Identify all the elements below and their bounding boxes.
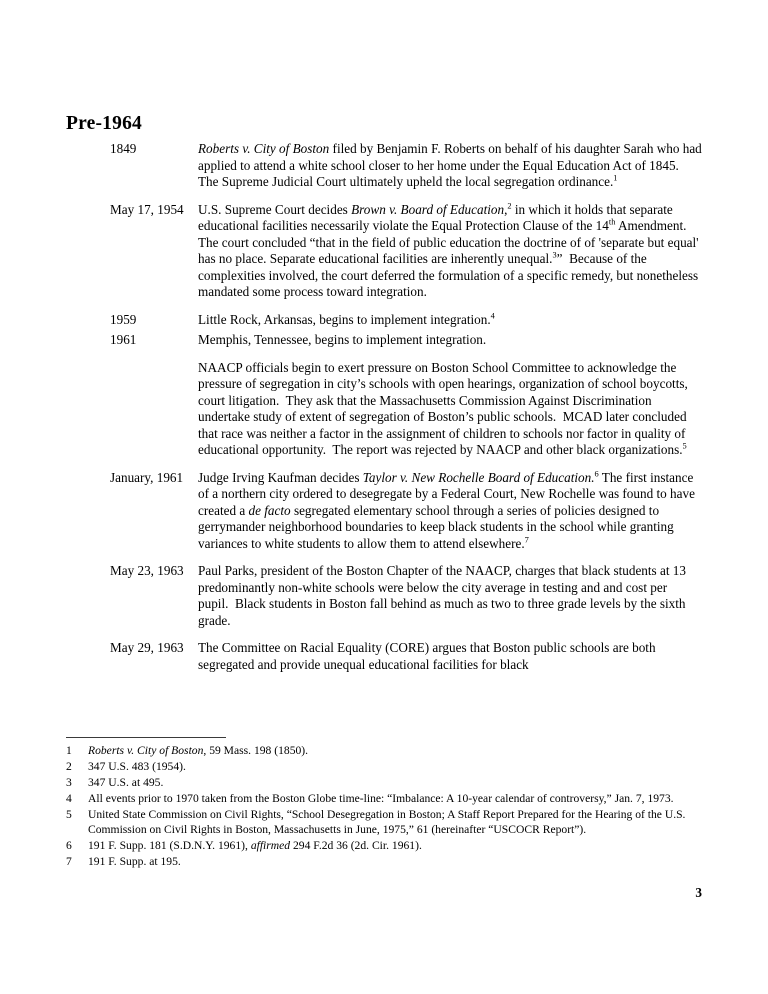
footnote-text: 347 U.S. at 495. [88,776,164,790]
footnote-number: 2 [66,760,72,774]
footnote-number: 5 [66,808,72,822]
timeline-entry-body: Judge Irving Kaufman decides Taylor v. New Rochelle Board of Education.$^6$ The first instance of a northern city ordered to desegregate by a Federal Court, New Rochelle was found to have created a de facto segregated elementary school through a series of policies designed to gerrymander neighborhood boundaries to keep black students in the school while granting variances to white students to allow them to attend elsewhere.$^7$ [198,469,695,551]
timeline-entry [66,360,704,459]
page-title: Pre-1964 [66,113,142,135]
footnote-number: 4 [66,792,72,806]
timeline-entry-body: Memphis, Tennessee, begins to implement integration. [198,332,487,347]
footnote-separator-rule [66,737,226,738]
timeline-entry [66,470,704,553]
timeline-entry [66,563,704,629]
timeline-entry-body: Roberts v. City of Boston filed by Benjamin F. Roberts on behalf of his daughter Sarah who had applied to attend a white school closer to her home under the Equal Education Act of 1845. The Supreme Judicial Court ultimately upheld the local segregation ordinance.$^1$ [198,141,702,189]
timeline-entry-date: May 17, 1954 [110,201,184,217]
footnote-number: 6 [66,839,72,853]
timeline-entry-date: 1959 [110,311,137,327]
timeline-entry-date: 1849 [110,141,137,156]
timeline-entry [66,640,704,673]
footnote-item [66,839,706,854]
page-number: 3 [695,885,702,900]
timeline-entry-date: 1961 [110,332,137,347]
footnote-number: 7 [66,855,72,869]
footnote-number: 3 [66,776,72,790]
timeline-entry [66,141,704,191]
timeline-entry [66,202,704,301]
footnote-text: 191 F. Supp. 181 (S.D.N.Y. 1961), affirmed 294 F.2d 36 (2d. Cir. 1961). [88,839,422,853]
footnote-list [66,744,706,871]
footnote-text: All events prior to 1970 taken from the Boston Globe time-line: “Imbalance: A 10-year calendar of controversy,” Jan. 7, 1973. [88,792,674,806]
footnote-text: 347 U.S. 483 (1954). [88,760,186,774]
timeline-entry [66,312,704,329]
footnote-text: United State Commission on Civil Rights, “School Desegregation in Boston; A Staff Report Prepared for the Hearing of the U.S. Commission on Civil Rights in Boston, Massachusetts in June, 1975,” 61 (hereinafter “USCOCR Report”). [88,808,686,836]
timeline-entry-date: May 23, 1963 [110,563,184,578]
footnote-item [66,776,706,791]
footnote-item [66,808,706,837]
timeline-entry-body: NAACP officials begin to exert pressure on Boston School Committee to acknowledge the pressure of segregation in city’s schools with open hearings, organization of school boycotts, court litigation. They ask that the Massachusetts Commission Against Discrimination undertake study of extent of segregation of Boston’s public schools. MCAD later concluded that race was neither a factor in the assignment of children to schools nor factor in quality of educational opportunity. The report was rejected by NAACP and other black organizations.$^5$ [198,359,688,457]
footnote-number: 1 [66,744,72,757]
footnote-item [66,760,706,775]
footnote-text: 191 F. Supp. at 195. [88,855,181,869]
timeline-entry-date: January, 1961 [110,469,184,485]
timeline-entry-body: The Committee on Racial Equality (CORE) argues that Boston public schools are both segregated and provide unequal educational facilities for black [198,640,656,672]
footnote-item [66,744,706,759]
footnote-item [66,855,706,870]
timeline-list [66,141,704,684]
timeline-entry-body: Little Rock, Arkansas, begins to implement integration.$^4$ [198,311,495,327]
timeline-entry-body: U.S. Supreme Court decides Brown v. Board of Education,$^2$ in which it holds that separate educational facilities necessarily violate the Equal Protection Clause of the 14th Amendment. The court concluded “that in the field of public education the doctrine of of 'separate but equal' has no place. Separate educational facilities are inherently unequal.$^3$” Because of the complexities involved, the court deferred the formulation of a specific remedy, but nonetheless mandated some process toward integration. [198,201,699,299]
footnote-text: Roberts v. City of Boston, 59 Mass. 198 (1850). [88,744,309,757]
timeline-entry-body: Paul Parks, president of the Boston Chapter of the NAACP, charges that black students at 13 predominantly non-white schools were below the city average in testing and and cost per pupil. Black students in Boston fall behind as much as two to three grade levels by the sixth grade. [198,563,686,628]
footnote-item [66,792,706,807]
timeline-entry-date: May 29, 1963 [110,640,184,655]
timeline-entry [66,332,704,349]
